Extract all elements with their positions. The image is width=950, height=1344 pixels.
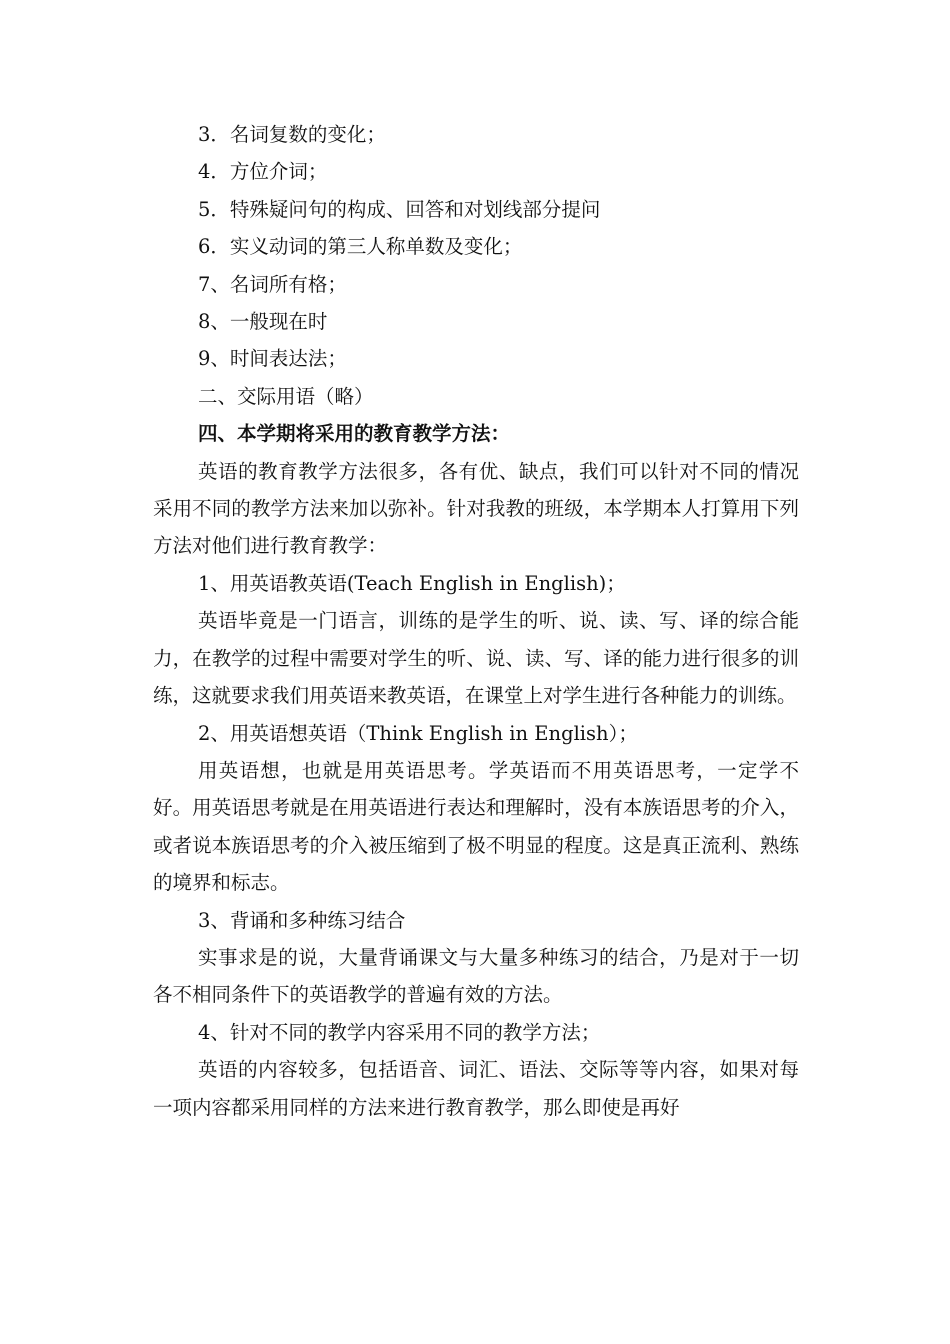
- list-item: 9、时间表达法；: [198, 347, 347, 371]
- list-item: 5．特殊疑问句的构成、回答和对划线部分提问: [198, 197, 601, 221]
- method-2-body: 用英语想，也就是用英语思考。学英语而不用英语思考，一定学不好。用英语思考就是在用英语进行表达和理解时，没有本族语思考的介入，或者说本族语思考的介入被压缩到了极不明显的程度。这是真正流利、熟练的境界和标志。: [153, 758, 799, 895]
- method-3-body: 实事求是的说，大量背诵课文与大量多种练习的结合，乃是对于一切各不相同条件下的英语教学的普遍有效的方法。: [153, 945, 799, 1007]
- method-1-body: 英语毕竟是一门语言，训练的是学生的听、说、读、写、译的综合能力，在教学的过程中需要对学生的听、说、读、写、译的能力进行很多的训练，这就要求我们用英语来教英语，在课堂上对学生进行各种能力的训练。: [153, 609, 799, 708]
- method-3-title: 3、背诵和多种练习结合: [198, 908, 406, 932]
- list-item: 7、名词所有格；: [198, 272, 347, 296]
- method-4-body: 英语的内容较多，包括语音、词汇、语法、交际等等内容，如果对每一项内容都采用同样的方法来进行教育教学，那么即使是再好: [153, 1058, 799, 1119]
- list-item: 3．名词复数的变化；: [198, 123, 386, 146]
- list-item: 8、一般现在时: [198, 310, 328, 334]
- list-item: 4．方位介词；: [198, 160, 328, 184]
- document-page: [153, 116, 799, 1126]
- intro-paragraph: 英语的教育教学方法很多，各有优、缺点，我们可以针对不同的情况采用不同的教学方法来加以弥补。针对我教的班级，本学期本人打算用下列方法对他们进行教育教学：: [153, 459, 799, 558]
- method-1-title: 1、用英语教英语(Teach English in English)；: [198, 571, 626, 595]
- section-heading: 四、本学期将采用的教育教学方法：: [198, 422, 511, 446]
- list-item: 6．实义动词的第三人称单数及变化；: [198, 235, 523, 259]
- method-2-title: 2、用英语想英语（Think English in English）；: [198, 721, 638, 745]
- method-4-title: 4、针对不同的教学内容采用不同的教学方法；: [198, 1020, 601, 1044]
- list-item: 二、交际用语（略）: [198, 384, 374, 408]
